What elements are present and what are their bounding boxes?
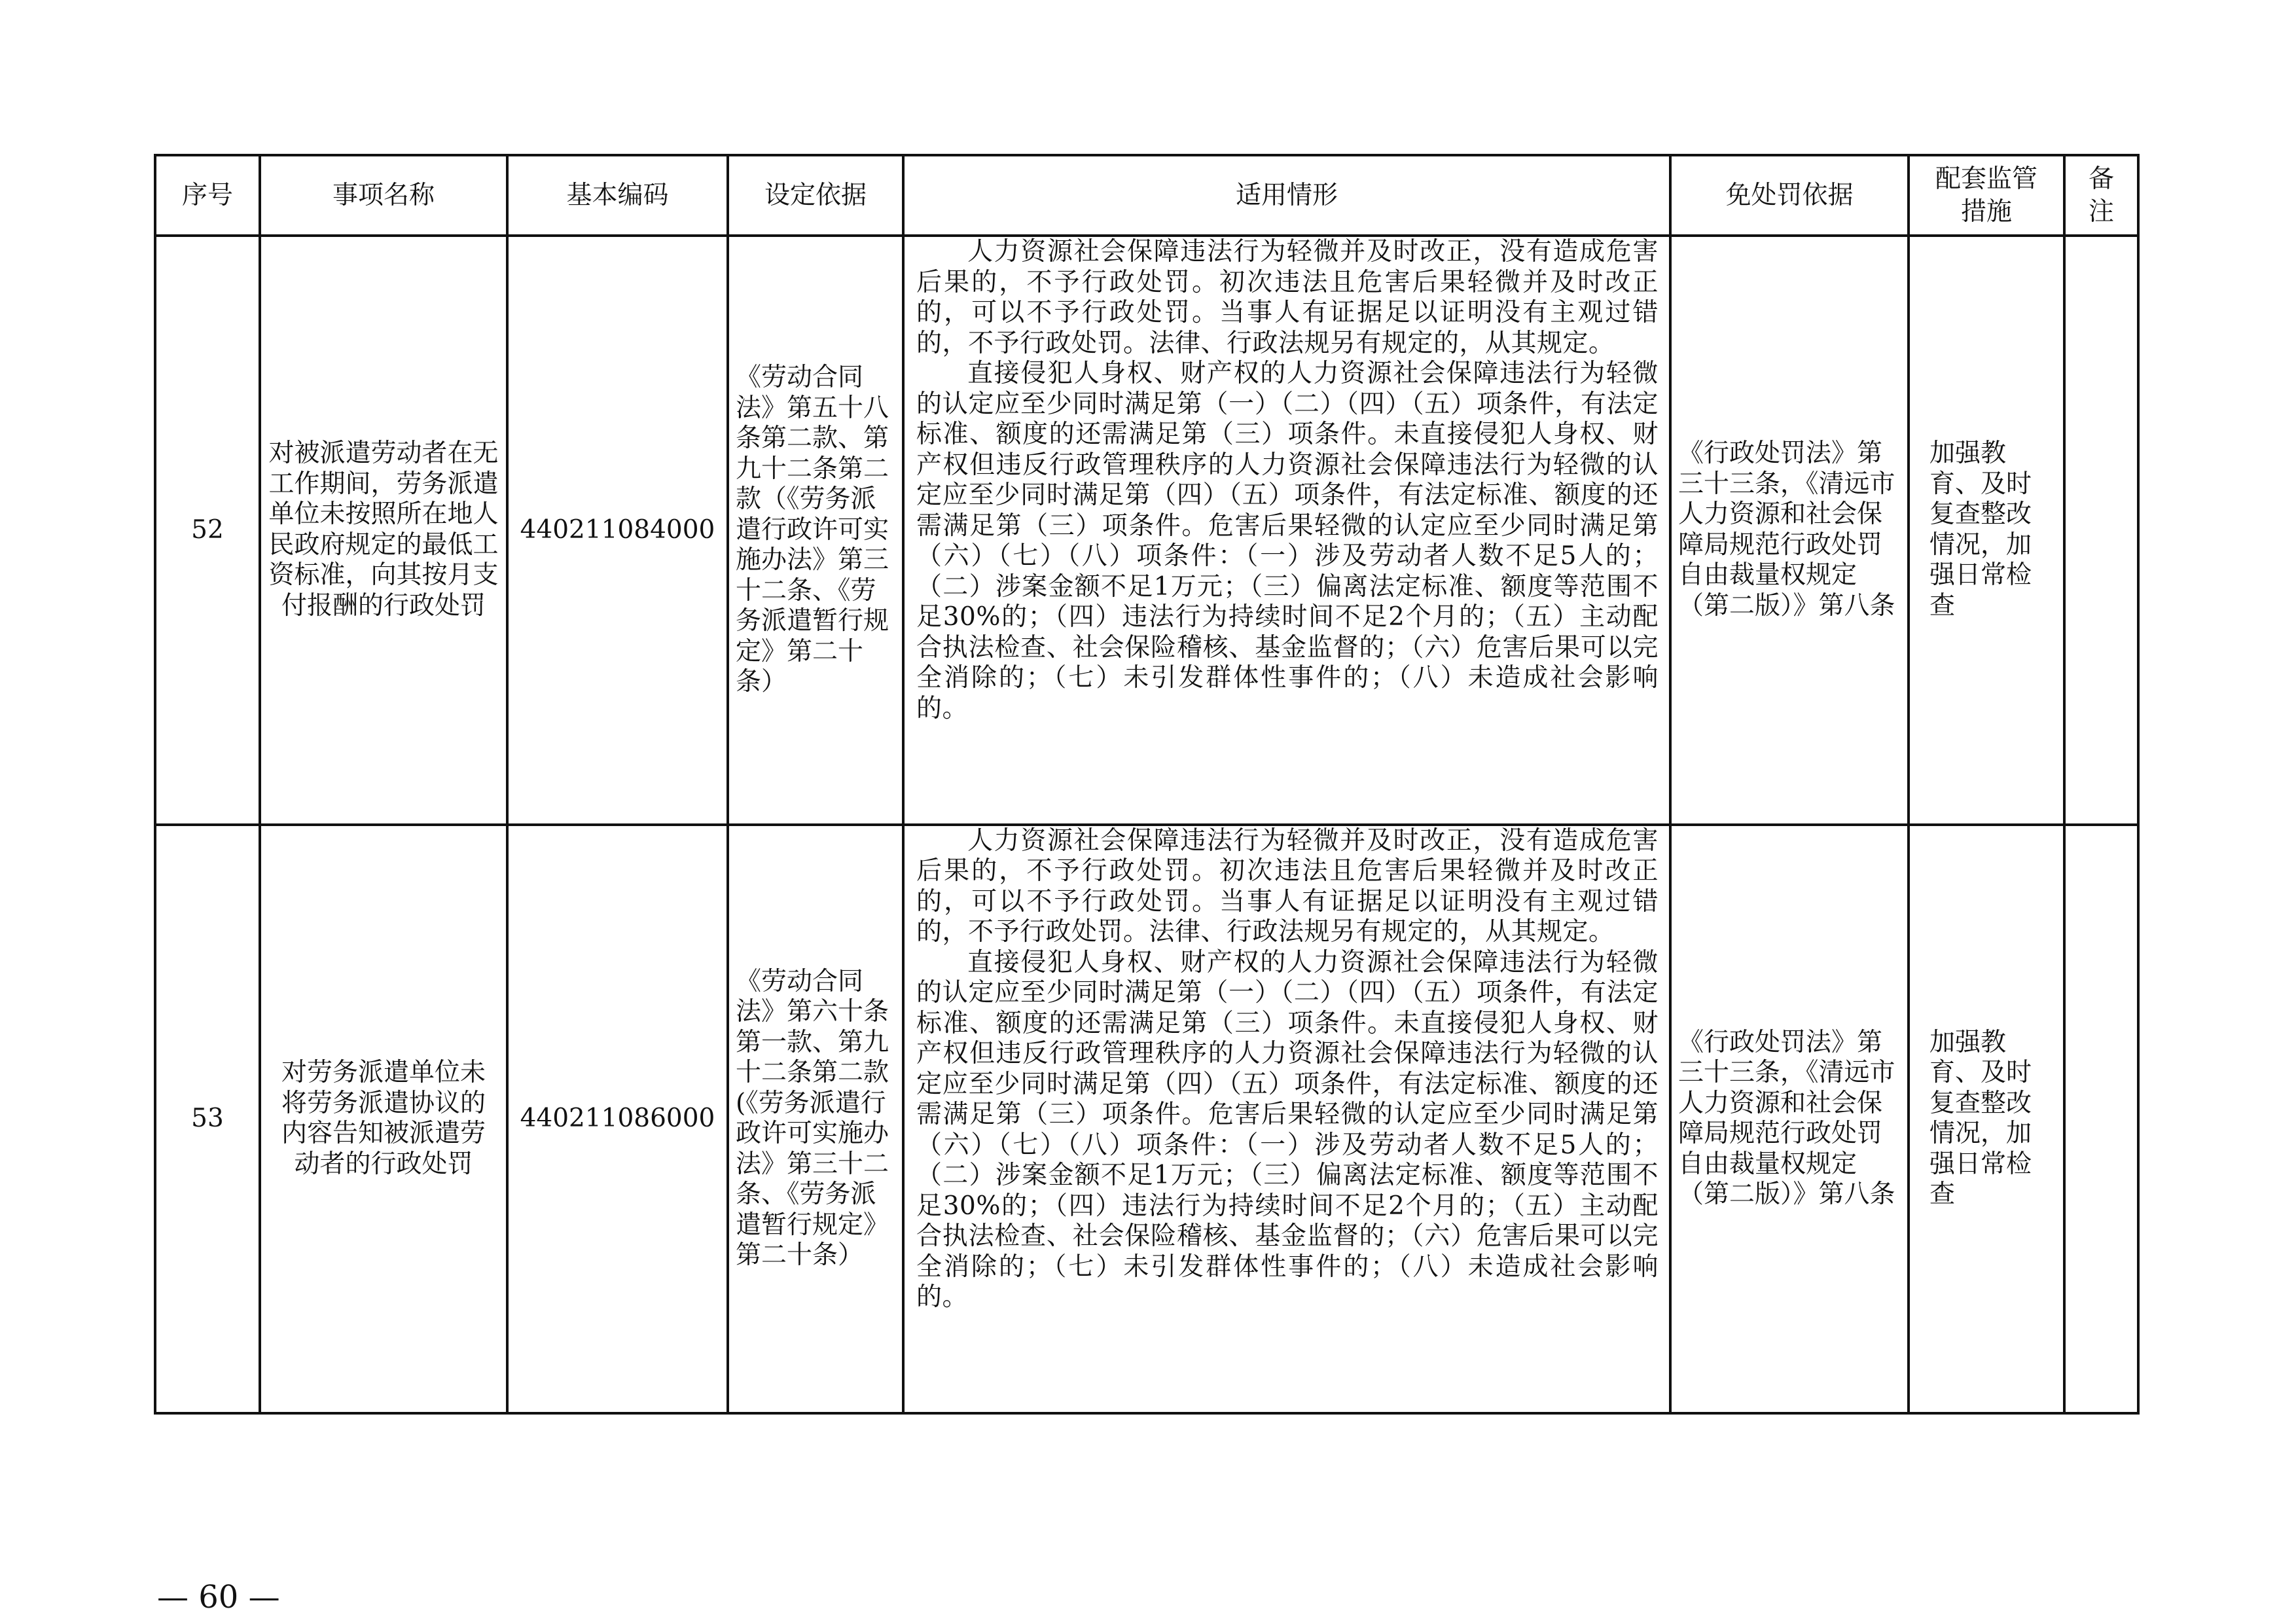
table-row bbox=[155, 236, 2138, 825]
header-seq: 序号 bbox=[155, 155, 260, 236]
situation-paragraph-1: 人力资源社会保障违法行为轻微并及时改正，没有造成危害后果的，不予行政处罚。初次违法且危害后果轻微并及时改正的，可以不予行政处罚。当事人有证据足以证明没有主观过错的，不予行政处罚。法律、行政法规另有规定的，从其规定。 bbox=[916, 825, 1659, 947]
table-row bbox=[155, 825, 2138, 1414]
row-exemption-basis: 《行政处罚法》第三十三条，《清远市人力资源和社会保障局规范行政处罚自由裁量权规定（第二版）》第八条 bbox=[1670, 236, 1909, 825]
situation-paragraph-2: 直接侵犯人身权、财产权的人力资源社会保障违法行为轻微的认定应至少同时满足第（一）（二）（四）（五）项条件，有法定标准、额度的还需满足第（三）项条件。未直接侵犯人身权、财产权但违反行政管理秩序的人力资源社会保障违法行为轻微的认定应至少同时满足第（四）（五）项条件，有法定标准、额度的还需满足第（三）项条件。危害后果轻微的认定应至少同时满足第（六）（七）（八）项条件：（一）涉及劳动者人数不足5人的；（二）涉案金额不足1万元；（三）偏离法定标准、额度等范围不足30%的；（四）违法行为持续时间不足2个月的；（五）主动配合执法检查、社会保险稽核、基金监督的；（六）危害后果可以完全消除的；（七）未引发群体性事件的；（八）未造成社会影响的。 bbox=[916, 947, 1659, 1312]
penalty-exemption-table bbox=[154, 154, 2140, 1415]
header-exemption-basis: 免处罚依据 bbox=[1670, 155, 1909, 236]
situation-paragraph-2: 直接侵犯人身权、财产权的人力资源社会保障违法行为轻微的认定应至少同时满足第（一）（二）（四）（五）项条件，有法定标准、额度的还需满足第（三）项条件。未直接侵犯人身权、财产权但违反行政管理秩序的人力资源社会保障违法行为轻微的认定应至少同时满足第（四）（五）项条件，有法定标准、额度的还需满足第（三）项条件。危害后果轻微的认定应至少同时满足第（六）（七）（八）项条件：（一）涉及劳动者人数不足5人的；（二）涉案金额不足1万元；（三）偏离法定标准、额度等范围不足30%的；（四）违法行为持续时间不足2个月的；（五）主动配合执法检查、社会保险稽核、基金监督的；（六）危害后果可以完全消除的；（七）未引发群体性事件的；（八）未造成社会影响的。 bbox=[916, 359, 1659, 723]
row-seq: 52 bbox=[155, 236, 260, 825]
row-applicable-situation bbox=[903, 825, 1670, 1414]
header-legal-basis: 设定依据 bbox=[728, 155, 903, 236]
header-item-name: 事项名称 bbox=[260, 155, 507, 236]
row-supporting-measures: 加强教育、及时复查整改情况，加强日常检查 bbox=[1909, 825, 2064, 1414]
row-basic-code: 440211086000 bbox=[507, 825, 728, 1414]
header-basic-code: 基本编码 bbox=[507, 155, 728, 236]
header-remarks: 备注 bbox=[2064, 155, 2138, 236]
header-supporting-measures: 配套监管措施 bbox=[1909, 155, 2064, 236]
table-header-row bbox=[155, 155, 2138, 236]
row-item-name: 对被派遣劳动者在无工作期间，劳务派遣单位未按照所在地人民政府规定的最低工资标准，向其按月支付报酬的行政处罚 bbox=[260, 236, 507, 825]
row-basic-code: 440211084000 bbox=[507, 236, 728, 825]
row-exemption-basis: 《行政处罚法》第三十三条，《清远市人力资源和社会保障局规范行政处罚自由裁量权规定（第二版）》第八条 bbox=[1670, 825, 1909, 1414]
row-item-name: 对劳务派遣单位未将劳务派遣协议的内容告知被派遣劳动者的行政处罚 bbox=[260, 825, 507, 1414]
row-applicable-situation bbox=[903, 236, 1670, 825]
situation-paragraph-1: 人力资源社会保障违法行为轻微并及时改正，没有造成危害后果的，不予行政处罚。初次违法且危害后果轻微并及时改正的，可以不予行政处罚。当事人有证据足以证明没有主观过错的，不予行政处罚。法律、行政法规另有规定的，从其规定。 bbox=[916, 237, 1659, 358]
row-remarks bbox=[2064, 825, 2138, 1414]
row-remarks bbox=[2064, 236, 2138, 825]
row-legal-basis: 《劳动合同法》第五十八条第二款、第九十二条第二款（《劳务派遣行政许可实施办法》第三十二条、《劳务派遣暂行规定》第二十条） bbox=[728, 236, 903, 825]
page-number: — 60 — bbox=[157, 1579, 280, 1615]
row-seq: 53 bbox=[155, 825, 260, 1414]
row-supporting-measures: 加强教育、及时复查整改情况，加强日常检查 bbox=[1909, 236, 2064, 825]
header-applicable-situation: 适用情形 bbox=[903, 155, 1670, 236]
row-legal-basis: 《劳动合同法》第六十条第一款、第九十二条第二款(《劳务派遣行政许可实施办法》第三十二条、《劳务派遣暂行规定》第二十条） bbox=[728, 825, 903, 1414]
